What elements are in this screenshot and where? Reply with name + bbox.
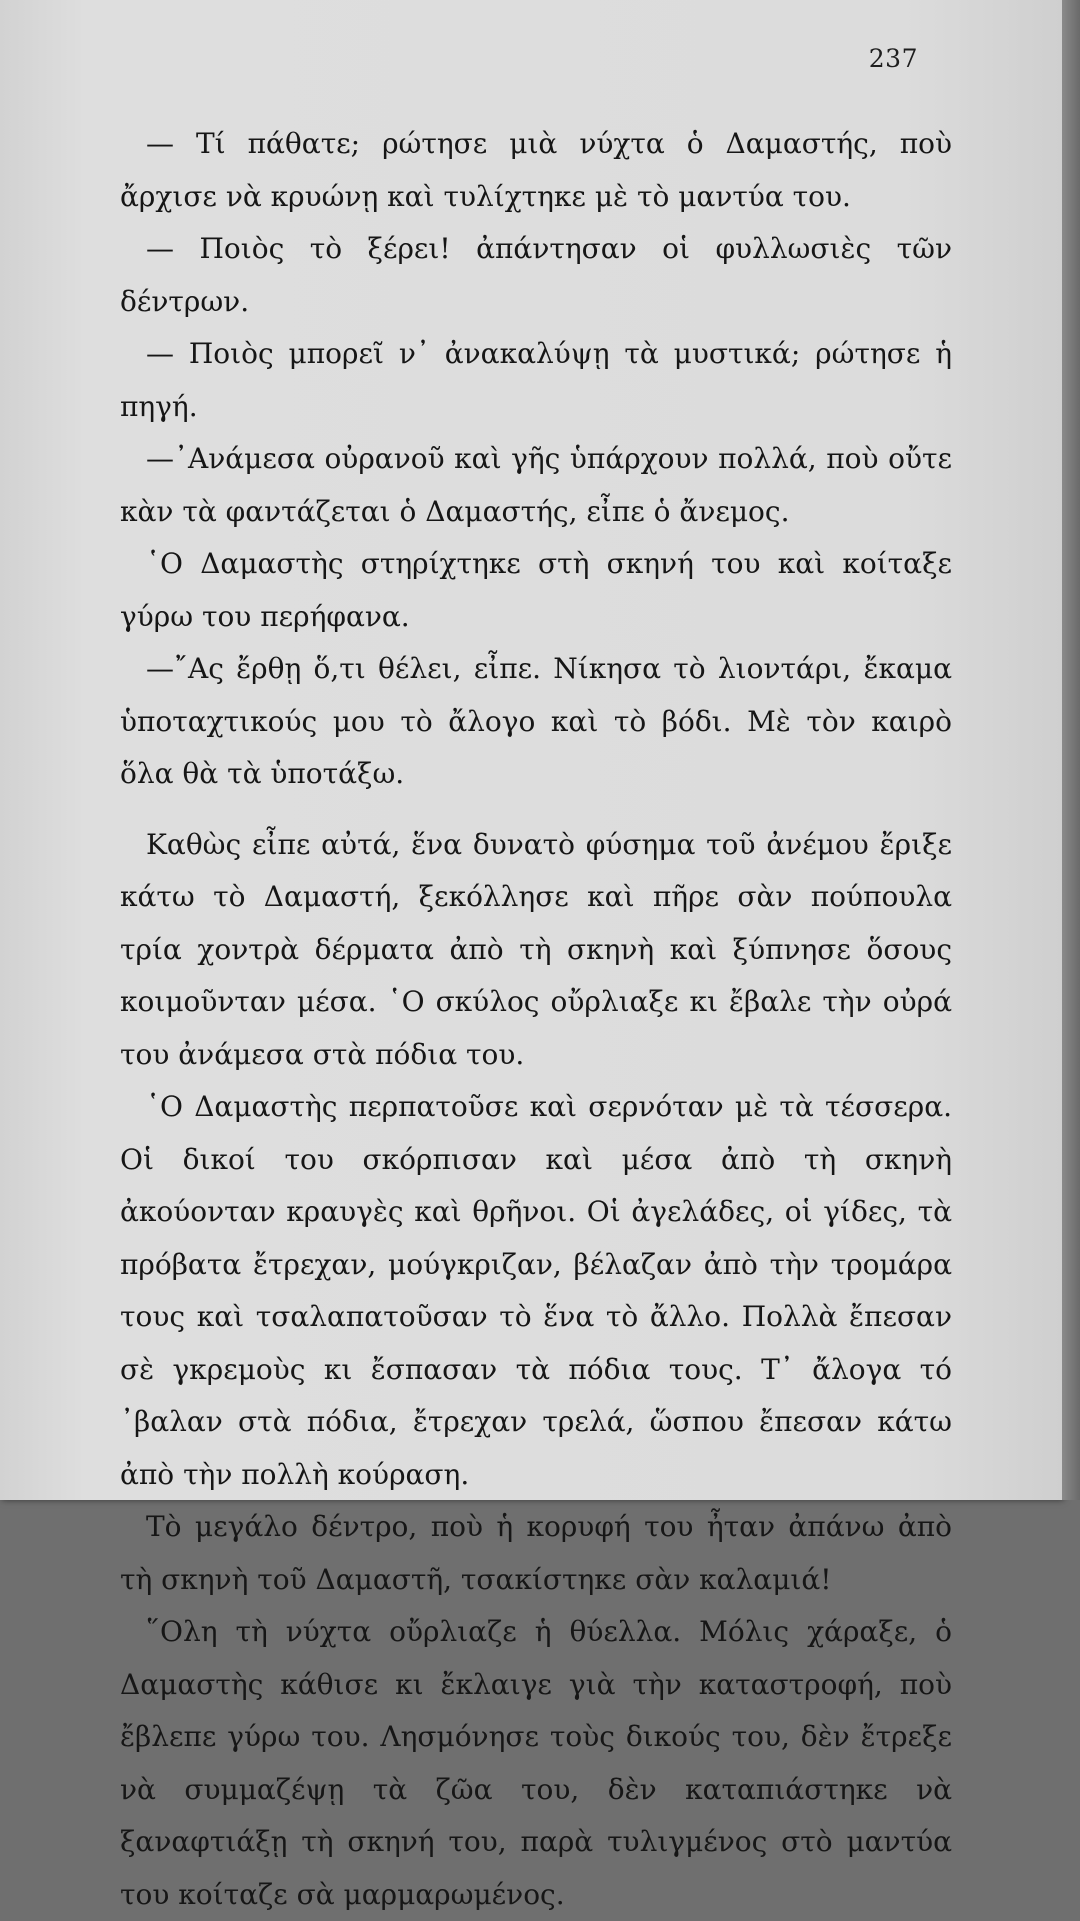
paragraph-1: — Τί πάθατε; ρώτησε μιὰ νύχτα ὁ Δαμαστής, ποὺ ἄρχισε νὰ κρυώνῃ καὶ τυλίχτηκε μὲ τὸ μαντύα του. <box>120 127 952 213</box>
paragraph-7: Καθὼς εἶπε αὐτά, ἕνα δυνατὸ φύσημα τοῦ ἀνέμου ἔριξε κάτω τὸ Δαμαστή, ξεκόλλησε καὶ πῆρε σὰν πούπουλα τρία χοντρὰ δέρματα ἀπὸ τὴ σκηνὴ καὶ ξύπνησε ὅσους κοιμοῦνταν μέσα. ῾Ο σκύλος οὔρλιαξε κι ἔβαλε τὴν οὐρά του ἀνάμεσα στὰ πόδια του. <box>120 827 952 1071</box>
paragraph-10: ῞Ολη τὴ νύχτα οὔρλιαζε ἡ θύελλα. Μόλις χάραξε, ὁ Δαμαστὴς κάθισε κι ἔκλαιγε γιὰ τὴν καταστροφή, ποὺ ἔβλεπε γύρω του. Λησμόνησε τοὺς δικούς του, δὲν ἔτρεξε νὰ συμμαζέψῃ τὰ ζῶα του, δὲν καταπιάστηκε νὰ ξαναφτιάξῃ τὴ σκηνή του, παρὰ τυλιγμένος στὸ μαντύα του κοίταζε σὰ μαρμαρωμένος. <box>120 1615 952 1911</box>
paragraph-8: ῾Ο Δαμαστὴς περπατοῦσε καὶ σερνόταν μὲ τὰ τέσσερα. Οἱ δικοί του σκόρπισαν καὶ μέσα ἀπὸ τὴ σκηνὴ ἀκούονταν κραυγὲς καὶ θρῆνοι. Οἱ ἀγελάδες, οἱ γίδες, τὰ πρόβατα ἔτρεχαν, μούγκριζαν, βέλαζαν ἀπὸ τὴν τρομάρα τους καὶ τσαλαπατοῦσαν τὸ ἕνα τὸ ἄλλο. Πολλὰ ἔπεσαν σὲ γκρεμοὺς κι ἔσπασαν τὰ πόδια τους. Τ᾿ ἄλογα τό ᾿βαλαν στὰ πόδια, ἔτρεχαν τρελά, ὥσπου ἔπεσαν κάτω ἀπὸ τὴν πολλὴ κούραση. <box>120 1090 952 1491</box>
body-text <box>120 118 952 1921</box>
paragraph-5: ῾Ο Δαμαστὴς στηρίχτηκε στὴ σκηνή του καὶ κοίταξε γύρω του περήφανα. <box>120 547 952 633</box>
page-edge <box>1062 0 1080 1500</box>
paragraph-4: —᾿Ανάμεσα οὐρανοῦ καὶ γῆς ὑπάρχουν πολλά, ποὺ οὔτε κὰν τὰ φαντάζεται ὁ Δαμαστής, εἶπε ὁ ἄνεμος. <box>120 442 952 528</box>
paragraph-2: — Ποιὸς τὸ ξέρει! ἀπάντησαν οἱ φυλλωσιὲς τῶν δέντρων. <box>120 232 952 318</box>
page-number: 237 <box>868 44 918 73</box>
paragraph-9: Τὸ μεγάλο δέντρο, ποὺ ἡ κορυφή του ἦταν ἀπάνω ἀπὸ τὴ σκηνὴ τοῦ Δαμαστῆ, τσακίστηκε σὰν καλαμιά! <box>120 1510 952 1596</box>
paragraph-6: —῎Ας ἔρθῃ ὅ,τι θέλει, εἶπε. Νίκησα τὸ λιοντάρι, ἔκαμα ὑποταχτικούς μου τὸ ἄλογο καὶ τὸ βόδι. Μὲ τὸν καιρὸ ὅλα θὰ τὰ ὑποτάξω. <box>120 652 952 790</box>
paragraph-3: — Ποιὸς μπορεῖ ν᾿ ἀνακαλύψῃ τὰ μυστικά; ρώτησε ἡ πηγή. <box>120 337 952 423</box>
